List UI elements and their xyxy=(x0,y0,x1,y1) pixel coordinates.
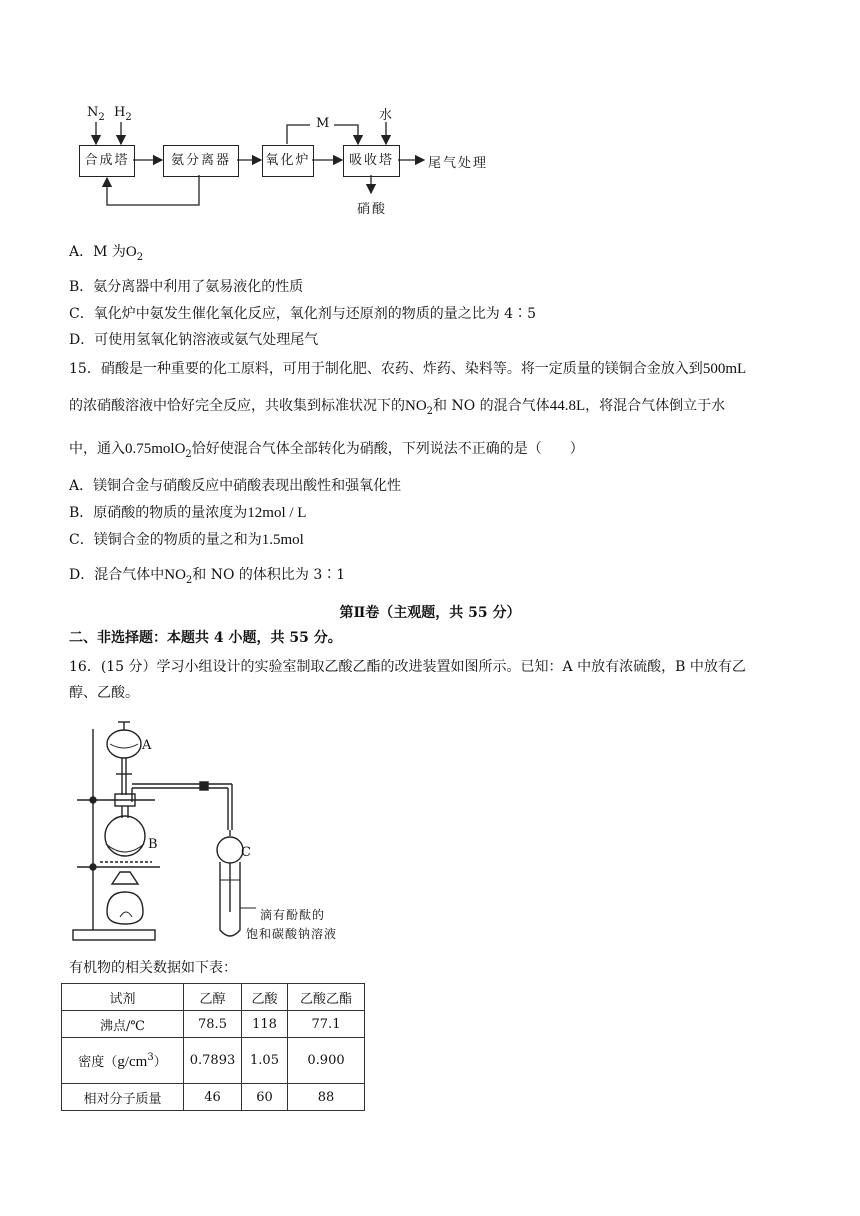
table-row xyxy=(62,1084,365,1111)
water-label: 水 xyxy=(379,108,393,123)
oxidation-furnace-box: 氧化炉 xyxy=(262,145,314,177)
table-cell: 118 xyxy=(242,1011,288,1038)
m-label: M xyxy=(316,116,330,131)
table-row-label: 相对分子质量 xyxy=(62,1084,184,1111)
q15-option-d: D．混合气体中$NO_2$和 NO 的体积比为 3∶1 xyxy=(69,567,346,586)
synthesis-tower-box: 合成塔 xyxy=(79,145,135,177)
table-header-cell: 试剂 xyxy=(62,984,184,1011)
table-cell: 46 xyxy=(184,1084,242,1111)
table-cell: 60 xyxy=(242,1084,288,1111)
tail-gas-label: 尾气处理 xyxy=(428,156,489,171)
table-caption: 有机物的相关数据如下表： xyxy=(69,960,237,976)
table-cell: 88 xyxy=(288,1084,365,1111)
table-header-row xyxy=(62,984,365,1011)
q15-stem-line2: 的浓硝酸溶液中恰好完全反应，共收集到标准状况下的$NO_2$和 NO 的混合气体44.8L，将混合气体倒立于水 xyxy=(69,398,726,417)
table-row xyxy=(62,1038,365,1084)
table-header-cell: 乙醇 xyxy=(184,984,242,1011)
h2-label: $H_2$ xyxy=(114,105,132,123)
q14-option-b: B．氨分离器中利用了氨易液化的性质 xyxy=(69,279,304,295)
apparatus-label-a: A xyxy=(142,738,152,753)
q15-option-a: A．镁铜合金与硝酸反应中硝酸表现出酸性和强氧化性 xyxy=(69,478,402,494)
q15-option-c: C．镁铜合金的物质的量之和为1.5mol xyxy=(69,532,304,548)
q16-stem-line2: 醇、乙酸。 xyxy=(69,685,139,701)
apparatus-label-b: B xyxy=(148,837,158,852)
q14-option-c: C．氧化炉中氨发生催化氧化反应，氧化剂与还原剂的物质的量之比为 4∶5 xyxy=(69,306,536,322)
table-header-cell: 乙酸 xyxy=(242,984,288,1011)
q15-stem-line1: 15．硝酸是一种重要的化工原料，可用于制化肥、农药、炸药、染料等。将一定质量的镁铜合金放入到500mL xyxy=(69,361,747,377)
table-cell: 0.900 xyxy=(288,1038,365,1084)
nitric-acid-label: 硝酸 xyxy=(357,202,388,217)
table-header-cell: 乙酸乙酯 xyxy=(288,984,365,1011)
ammonia-separator-box: 氨分离器 xyxy=(163,145,239,177)
table-cell: 78.5 xyxy=(184,1011,242,1038)
table-cell: 0.7893 xyxy=(184,1038,242,1084)
q14-option-a: A．M 为$O_2$ xyxy=(69,244,144,263)
table-row-label: 密度$(g/cm^3)$ xyxy=(62,1038,184,1084)
q15-option-b: B．原硝酸的物质的量浓度为12mol / L xyxy=(69,505,307,521)
apparatus-note-line2: 饱和碳酸钠溶液 xyxy=(246,927,338,941)
absorption-tower-box: 吸收塔 xyxy=(343,145,400,177)
q14-option-d: D．可使用氢氧化钠溶液或氨气处理尾气 xyxy=(69,332,319,348)
section-title: 第Ⅱ卷（主观题，共 55 分） xyxy=(339,605,521,621)
q16-stem-line1: 16．(15 分）学习小组设计的实验室制取乙酸乙酯的改进装置如图所示。已知：A 中放有浓硫酸，B 中放有乙 xyxy=(69,659,746,675)
q15-stem-line3: 中，通入0.75molO$_2$恰好使混合气体全部转化为硝酸，下列说法不正确的是（ ） xyxy=(69,441,584,460)
table-cell: 77.1 xyxy=(288,1011,365,1038)
table-row xyxy=(62,1011,365,1038)
apparatus-label-c: C xyxy=(241,845,251,860)
table-row-label: 沸点/℃ xyxy=(62,1011,184,1038)
organics-data-table xyxy=(61,983,365,1111)
table-cell: 1.05 xyxy=(242,1038,288,1084)
section-heading: 二、非选择题：本题共 4 小题，共 55 分。 xyxy=(69,630,342,646)
apparatus-note-line1: 滴有酚酞的 xyxy=(260,908,326,922)
n2-label: $N_2$ xyxy=(87,105,105,123)
flow-diagram-lines xyxy=(0,0,520,230)
